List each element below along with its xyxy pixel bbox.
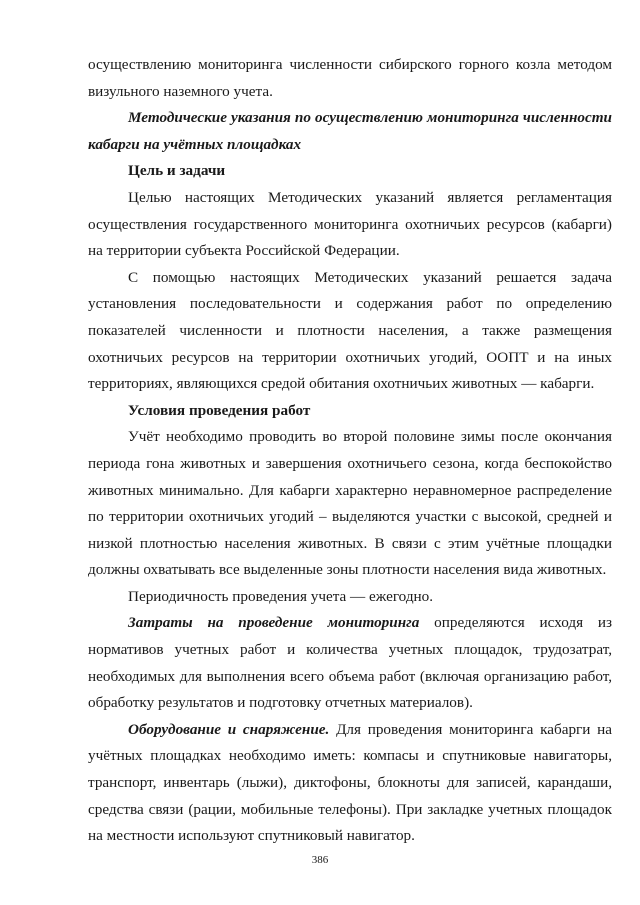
equipment-text: Для проведения мониторинга кабарги на учётных площадках необходимо иметь: компасы и спутниковые навигаторы, транспорт, инвентарь (лыжи), диктофоны, блокноты для записей, карандаши, средства связи (рации, мобильные телефоны). При закладке учетных площадок на местности используют спутниковый навигатор. <box>88 720 612 845</box>
conditions-paragraph-2: Периодичность проведения учета — ежегодно. <box>128 587 434 605</box>
goal-paragraph-2: С помощью настоящих Методических указаний решается задача установления последовательности и содержания работ по определению показателей численности и плотности населения, а также размещения охотничьих ресурсов на территории охотничьих угодий, ООПТ и на иных территориях, являющихся средой обитания охотничьих животных — кабарги. <box>88 268 612 393</box>
heading-goal: Цель и задачи <box>128 162 226 180</box>
costs-paragraph <box>88 610 612 716</box>
intro-paragraph: осуществлению мониторинга численности сибирского горного козла методом визульного наземного учета. <box>88 56 612 100</box>
equipment-paragraph <box>88 717 612 850</box>
costs-text: определяются исходя из нормативов учетных работ и количества учетных площадок, трудозатрат, необходимых для выполнения всего объема работ (включая организацию работ, обработку результатов и подготовку отчетных материалов). <box>88 614 612 712</box>
heading-conditions: Условия проведения работ <box>128 401 311 419</box>
costs-lead: Затраты на проведение мониторинга <box>128 614 420 632</box>
goal-paragraph-1: Целью настоящих Методических указаний является регламентация осуществления государственного мониторинга охотничьих ресурсов (кабарги) на территории субъекта Российской Федерации. <box>88 188 612 260</box>
equipment-lead: Оборудование и снаряжение. <box>128 720 330 738</box>
page-number: 386 <box>311 854 329 866</box>
section-title: Методические указания по осуществлению мониторинга численности кабарги на учётных площадках <box>88 109 612 153</box>
conditions-paragraph-1: Учёт необходимо проводить во второй половине зимы после окончания периода гона животных и завершения охотничьего сезона, когда беспокойство животных минимально. Для кабарги характерно неравномерное распределение по территории охотничьих угодий – выделяются участки с высокой, средней и низкой плотностью населения животных. В связи с этим учётные площадки должны охватывать все выделенные зоны плотности населения вида животных. <box>88 428 612 579</box>
document-page <box>88 52 612 850</box>
